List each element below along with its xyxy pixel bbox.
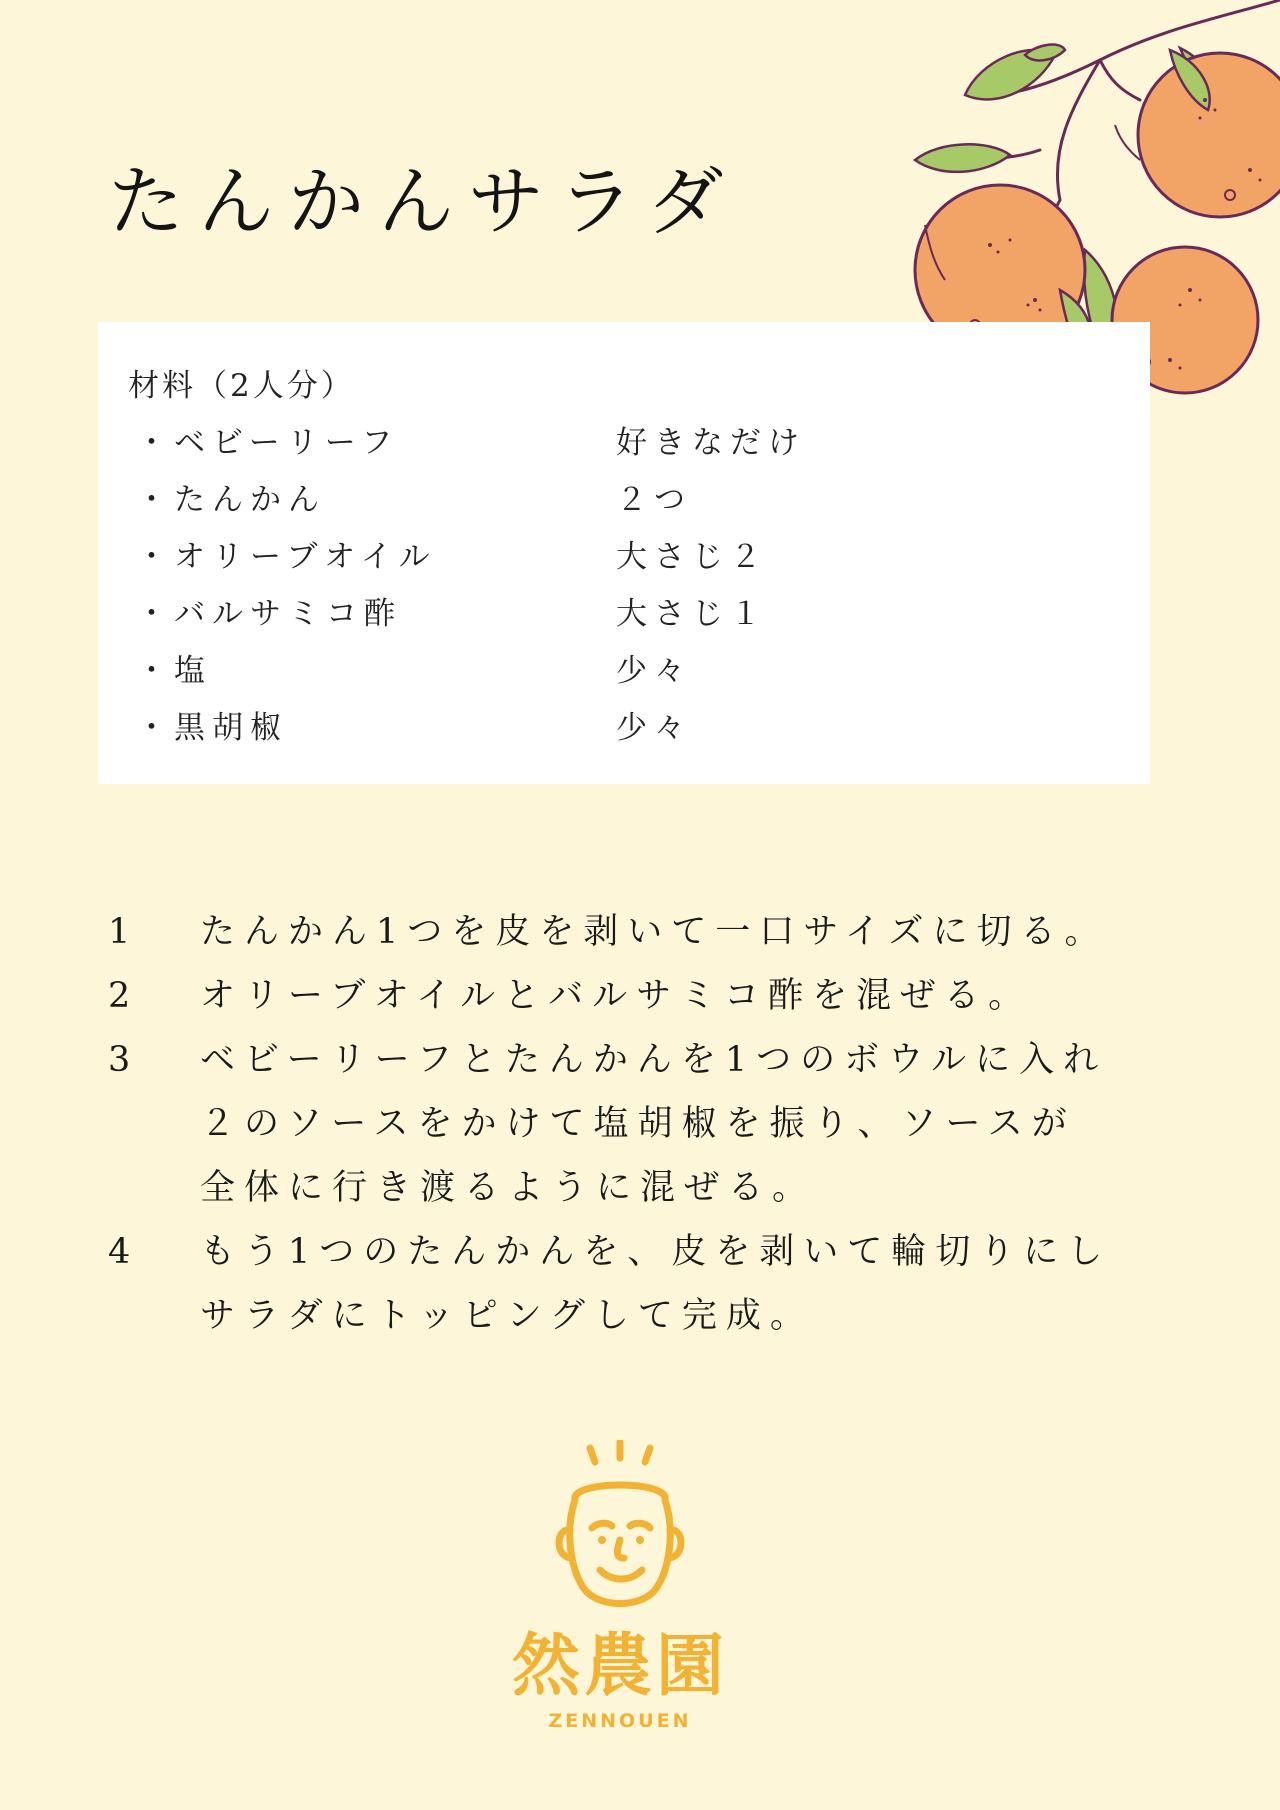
ingredient-quantity: 少々 — [616, 710, 692, 746]
step-text — [200, 1220, 1188, 1348]
ingredient-row — [136, 531, 1036, 581]
step-number: 4 — [108, 1232, 140, 1272]
step-line: もう1つのたんかんを、皮を剥いて輪切りにし — [200, 1232, 1112, 1272]
step-number: 2 — [108, 976, 140, 1016]
logo-wordmark: 然農園 — [511, 1627, 728, 1706]
leaf-icon — [1025, 45, 1065, 61]
logo-romanization: ZENNOUEN — [548, 1710, 692, 1732]
step-number: 1 — [108, 912, 140, 952]
ingredient-row — [136, 417, 1036, 467]
ingredient-row — [136, 588, 1036, 638]
step-item — [108, 900, 1188, 964]
ingredient-row — [136, 474, 1036, 524]
step-text — [200, 1028, 1188, 1220]
step-item — [108, 1220, 1188, 1348]
ingredients-heading: 材料（2人分） — [128, 368, 355, 404]
ingredients-card — [98, 322, 1150, 784]
tankan-fruit-icon — [1138, 53, 1280, 217]
ingredient-quantity: 大さじ１ — [616, 596, 768, 632]
farmer-face-icon — [470, 1440, 770, 1620]
recipe-steps — [108, 900, 1188, 1348]
ingredient-name: ・オリーブオイル — [136, 539, 437, 575]
step-text — [200, 964, 1188, 1028]
step-line: オリーブオイルとバルサミコ酢を混ぜる。 — [200, 976, 1033, 1016]
leaf-icon — [915, 144, 1010, 172]
ingredient-name: ・塩 — [136, 653, 212, 689]
step-line: サラダにトッピングして完成。 — [200, 1296, 814, 1336]
step-item — [108, 964, 1188, 1028]
step-text — [200, 900, 1188, 964]
step-item — [108, 1028, 1188, 1220]
ingredient-quantity: 少々 — [616, 653, 692, 689]
step-line: ベビーリーフとたんかんを1つのボウルに入れ — [200, 1040, 1108, 1080]
ingredient-name: ・ベビーリーフ — [136, 425, 400, 461]
step-line: 全体に行き渡るように混ぜる。 — [200, 1168, 817, 1208]
ingredient-name: ・黒胡椒 — [136, 710, 288, 746]
ingredient-row — [136, 702, 1036, 752]
ingredient-quantity: ２つ — [616, 482, 692, 518]
recipe-title: たんかんサラダ — [108, 157, 738, 246]
ingredient-quantity: 好きなだけ — [616, 425, 806, 461]
ingredient-row — [136, 645, 1036, 695]
ingredient-name: ・たんかん — [136, 482, 326, 518]
ingredient-name: ・バルサミコ酢 — [136, 596, 402, 632]
step-line: ２のソースをかけて塩胡椒を振り、ソースが — [200, 1104, 1076, 1144]
zennouen-logo — [470, 1440, 770, 1750]
step-number: 3 — [108, 1040, 140, 1080]
ingredient-quantity: 大さじ２ — [616, 539, 768, 575]
step-line: たんかん1つを皮を剥いて一口サイズに切る。 — [200, 912, 1109, 952]
